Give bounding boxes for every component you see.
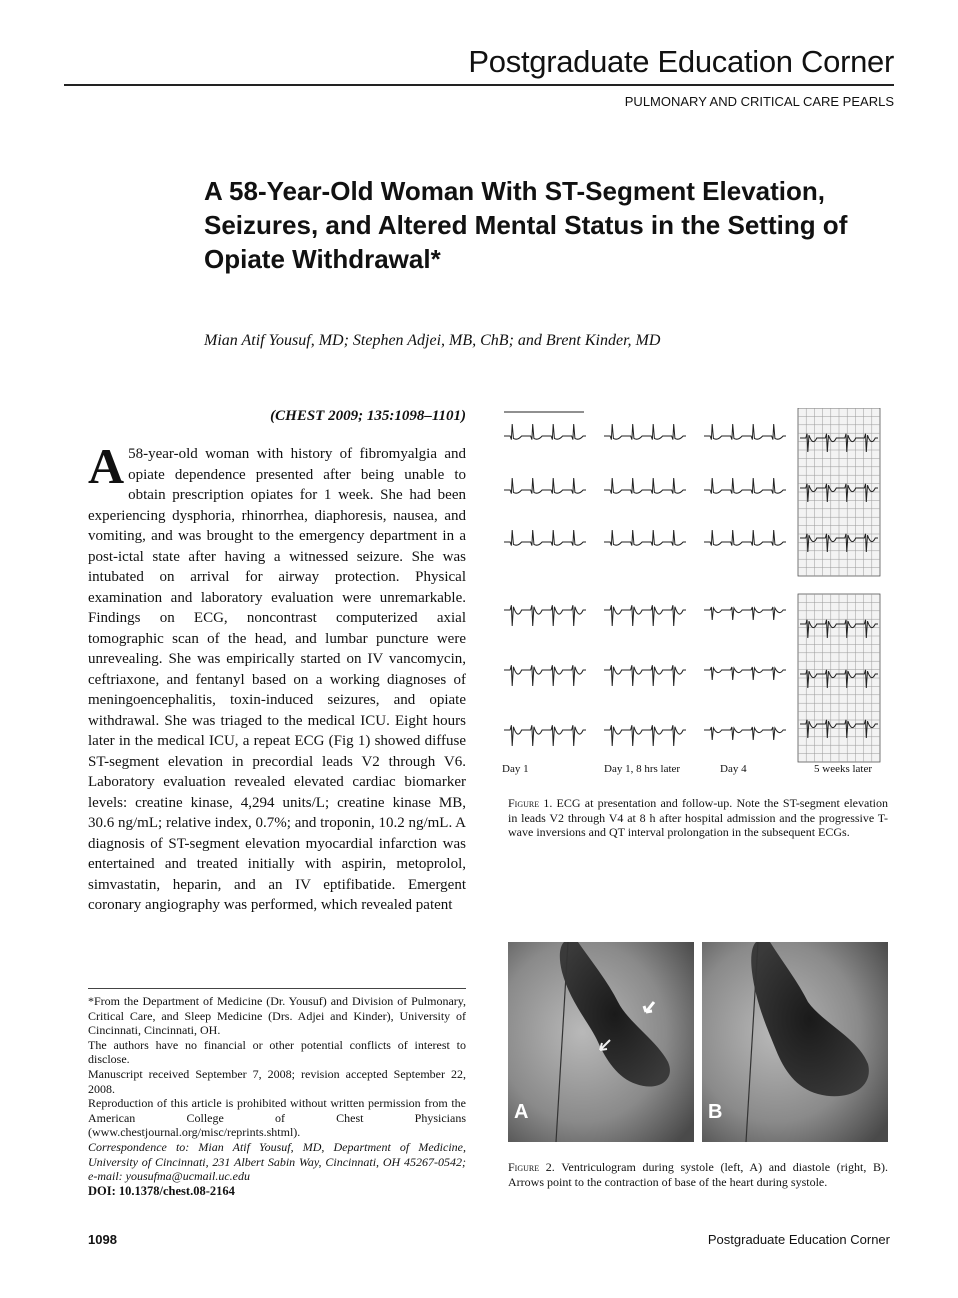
ecg-trace bbox=[604, 424, 686, 440]
ecg-grid-panel bbox=[798, 408, 880, 576]
footnote-received: Manuscript received September 7, 2008; revision accepted September 22, 2008. bbox=[88, 1066, 466, 1096]
footnote-correspondence: Correspondence to: Mian Atif Yousuf, MD, Department of Medicine, University of Cincinnati, 231 Albert Sabin Way, Cincinnati, OH 45267-0542; e-mail: yousufma@ucmail.uc.edu bbox=[88, 1139, 466, 1184]
panel-a-label: A bbox=[514, 1101, 529, 1123]
footnote-doi: DOI: 10.1378/chest.08-2164 bbox=[88, 1183, 235, 1198]
figure-1-caption bbox=[508, 796, 888, 840]
footnote-conflicts: The authors have no financial or other potential conflicts of interest to disclose. bbox=[88, 1037, 466, 1067]
fig1-label-day1: Day 1 bbox=[502, 763, 529, 775]
ecg-trace bbox=[504, 725, 586, 746]
ecg-grid-panel bbox=[798, 594, 880, 762]
ecg-trace bbox=[604, 725, 686, 746]
footnote-affiliation: *From the Department of Medicine (Dr. Yousuf) and Division of Pulmonary, Critical Care, and Sleep Medicine (Drs. Adjei and Kinder), University of Cincinnati, Cincinnati, OH. bbox=[88, 994, 466, 1038]
header-divider bbox=[64, 84, 894, 86]
figure-1-ecg bbox=[500, 408, 882, 780]
ecg-trace bbox=[704, 424, 786, 440]
ecg-trace bbox=[604, 605, 686, 626]
ecg-trace bbox=[704, 478, 786, 494]
fig1-label-day1-8hrs: Day 1, 8 hrs later bbox=[604, 763, 681, 775]
footer-section-title: Postgraduate Education Corner bbox=[707, 1232, 890, 1247]
figure-2-ventriculogram bbox=[508, 942, 888, 1142]
ecg-trace bbox=[504, 424, 586, 440]
ecg-trace bbox=[504, 478, 586, 494]
ecg-trace bbox=[704, 607, 786, 620]
article-title: A 58-Year-Old Woman With ST-Segment Elevation, Seizures, and Altered Mental Status in the Setting of Opiate Withdrawal* bbox=[204, 176, 848, 274]
ecg-trace bbox=[704, 727, 786, 740]
figure-2-caption bbox=[508, 1160, 888, 1189]
ecg-trace bbox=[504, 665, 586, 686]
fig2-caption-label: Figure 2. bbox=[508, 1160, 555, 1174]
journal-subsection: PULMONARY AND CRITICAL CARE PEARLS bbox=[624, 94, 894, 109]
ecg-trace bbox=[704, 667, 786, 680]
page-number: 1098 bbox=[88, 1232, 117, 1247]
panel-b-image bbox=[702, 942, 888, 1142]
footnote-divider bbox=[88, 988, 466, 989]
fig1-caption-text: ECG at presentation and follow-up. Note the ST-segment elevation in leads V2 through V4 at 8 h after hospital admission and the progressive T-wave inversions and QT interval prolongation in the subsequent ECGs. bbox=[508, 796, 888, 839]
ecg-trace bbox=[504, 605, 586, 626]
ecg-trace bbox=[604, 665, 686, 686]
ecg-trace bbox=[704, 530, 786, 546]
panel-b-label: B bbox=[708, 1101, 723, 1123]
dropcap: A bbox=[88, 444, 125, 494]
ecg-trace bbox=[604, 478, 686, 494]
panel-a-image bbox=[508, 942, 694, 1142]
ecg-trace bbox=[504, 530, 586, 546]
ecg-trace bbox=[604, 530, 686, 546]
fig1-caption-label: Figure 1. bbox=[508, 796, 553, 810]
fig1-label-day4: Day 4 bbox=[720, 763, 747, 775]
footnote-reproduction: Reproduction of this article is prohibited without written permission from the American College of Chest Physicians (www.chestjournal.org/misc/reprints.shtml). bbox=[88, 1096, 466, 1140]
body-text bbox=[88, 444, 466, 974]
body-paragraph: 58-year-old woman with history of fibromyalgia and opiate dependence presented after being unable to obtain prescription opiates for 1 week. She had been experiencing dysphoria, rhinorrhea, diaphoresis, nausea, and vomiting, and was brought to the emergency department in a post-ictal state after having a witnessed seizure. She was intubated on arrival for airway protection. Physical examination and laboratory evaluation were unremarkable. Findings on ECG, noncontrast computerized axial tomographic scan of the head, and lumbar puncture were unrevealing. She was empirically started on IV vancomycin, ceftriaxone, and fentanyl based on a working diagnoses of meningoencephalitis, toxin-induced seizures, and opiate withdrawal. She was triaged to the medical ICU. Eight hours later in the medical ICU, a repeat ECG (Fig 1) showed diffuse ST-segment elevation in precordial leads V2 through V6. Laboratory evaluation revealed elevated cardiac biomarker levels: creatine kinase, 4,294 units/L; creatine kinase MB, 30.6 ng/mL; relative index, 0.7%; and troponin, 10.2 ng/mL. A diagnosis of ST-segment elevation myocardial infarction was entertained and treated initially with aspirin, metoprolol, simvastatin, heparin, and an IV eptifibatide. Emergent coronary angiography was performed, which revealed patent bbox=[88, 446, 466, 913]
fig2-caption-text: Ventriculogram during systole (left, A) and diastole (right, B). Arrows point to the contraction of base of the heart during systole. bbox=[508, 1160, 888, 1189]
journal-section-title: Postgraduate Education Corner bbox=[468, 44, 894, 79]
article-authors: Mian Atif Yousuf, MD; Stephen Adjei, MB, ChB; and Brent Kinder, MD bbox=[204, 332, 661, 349]
fig1-label-5weeks: 5 weeks later bbox=[814, 763, 873, 775]
footnotes bbox=[88, 994, 466, 1198]
citation: (CHEST 2009; 135:1098–1101) bbox=[270, 408, 466, 424]
